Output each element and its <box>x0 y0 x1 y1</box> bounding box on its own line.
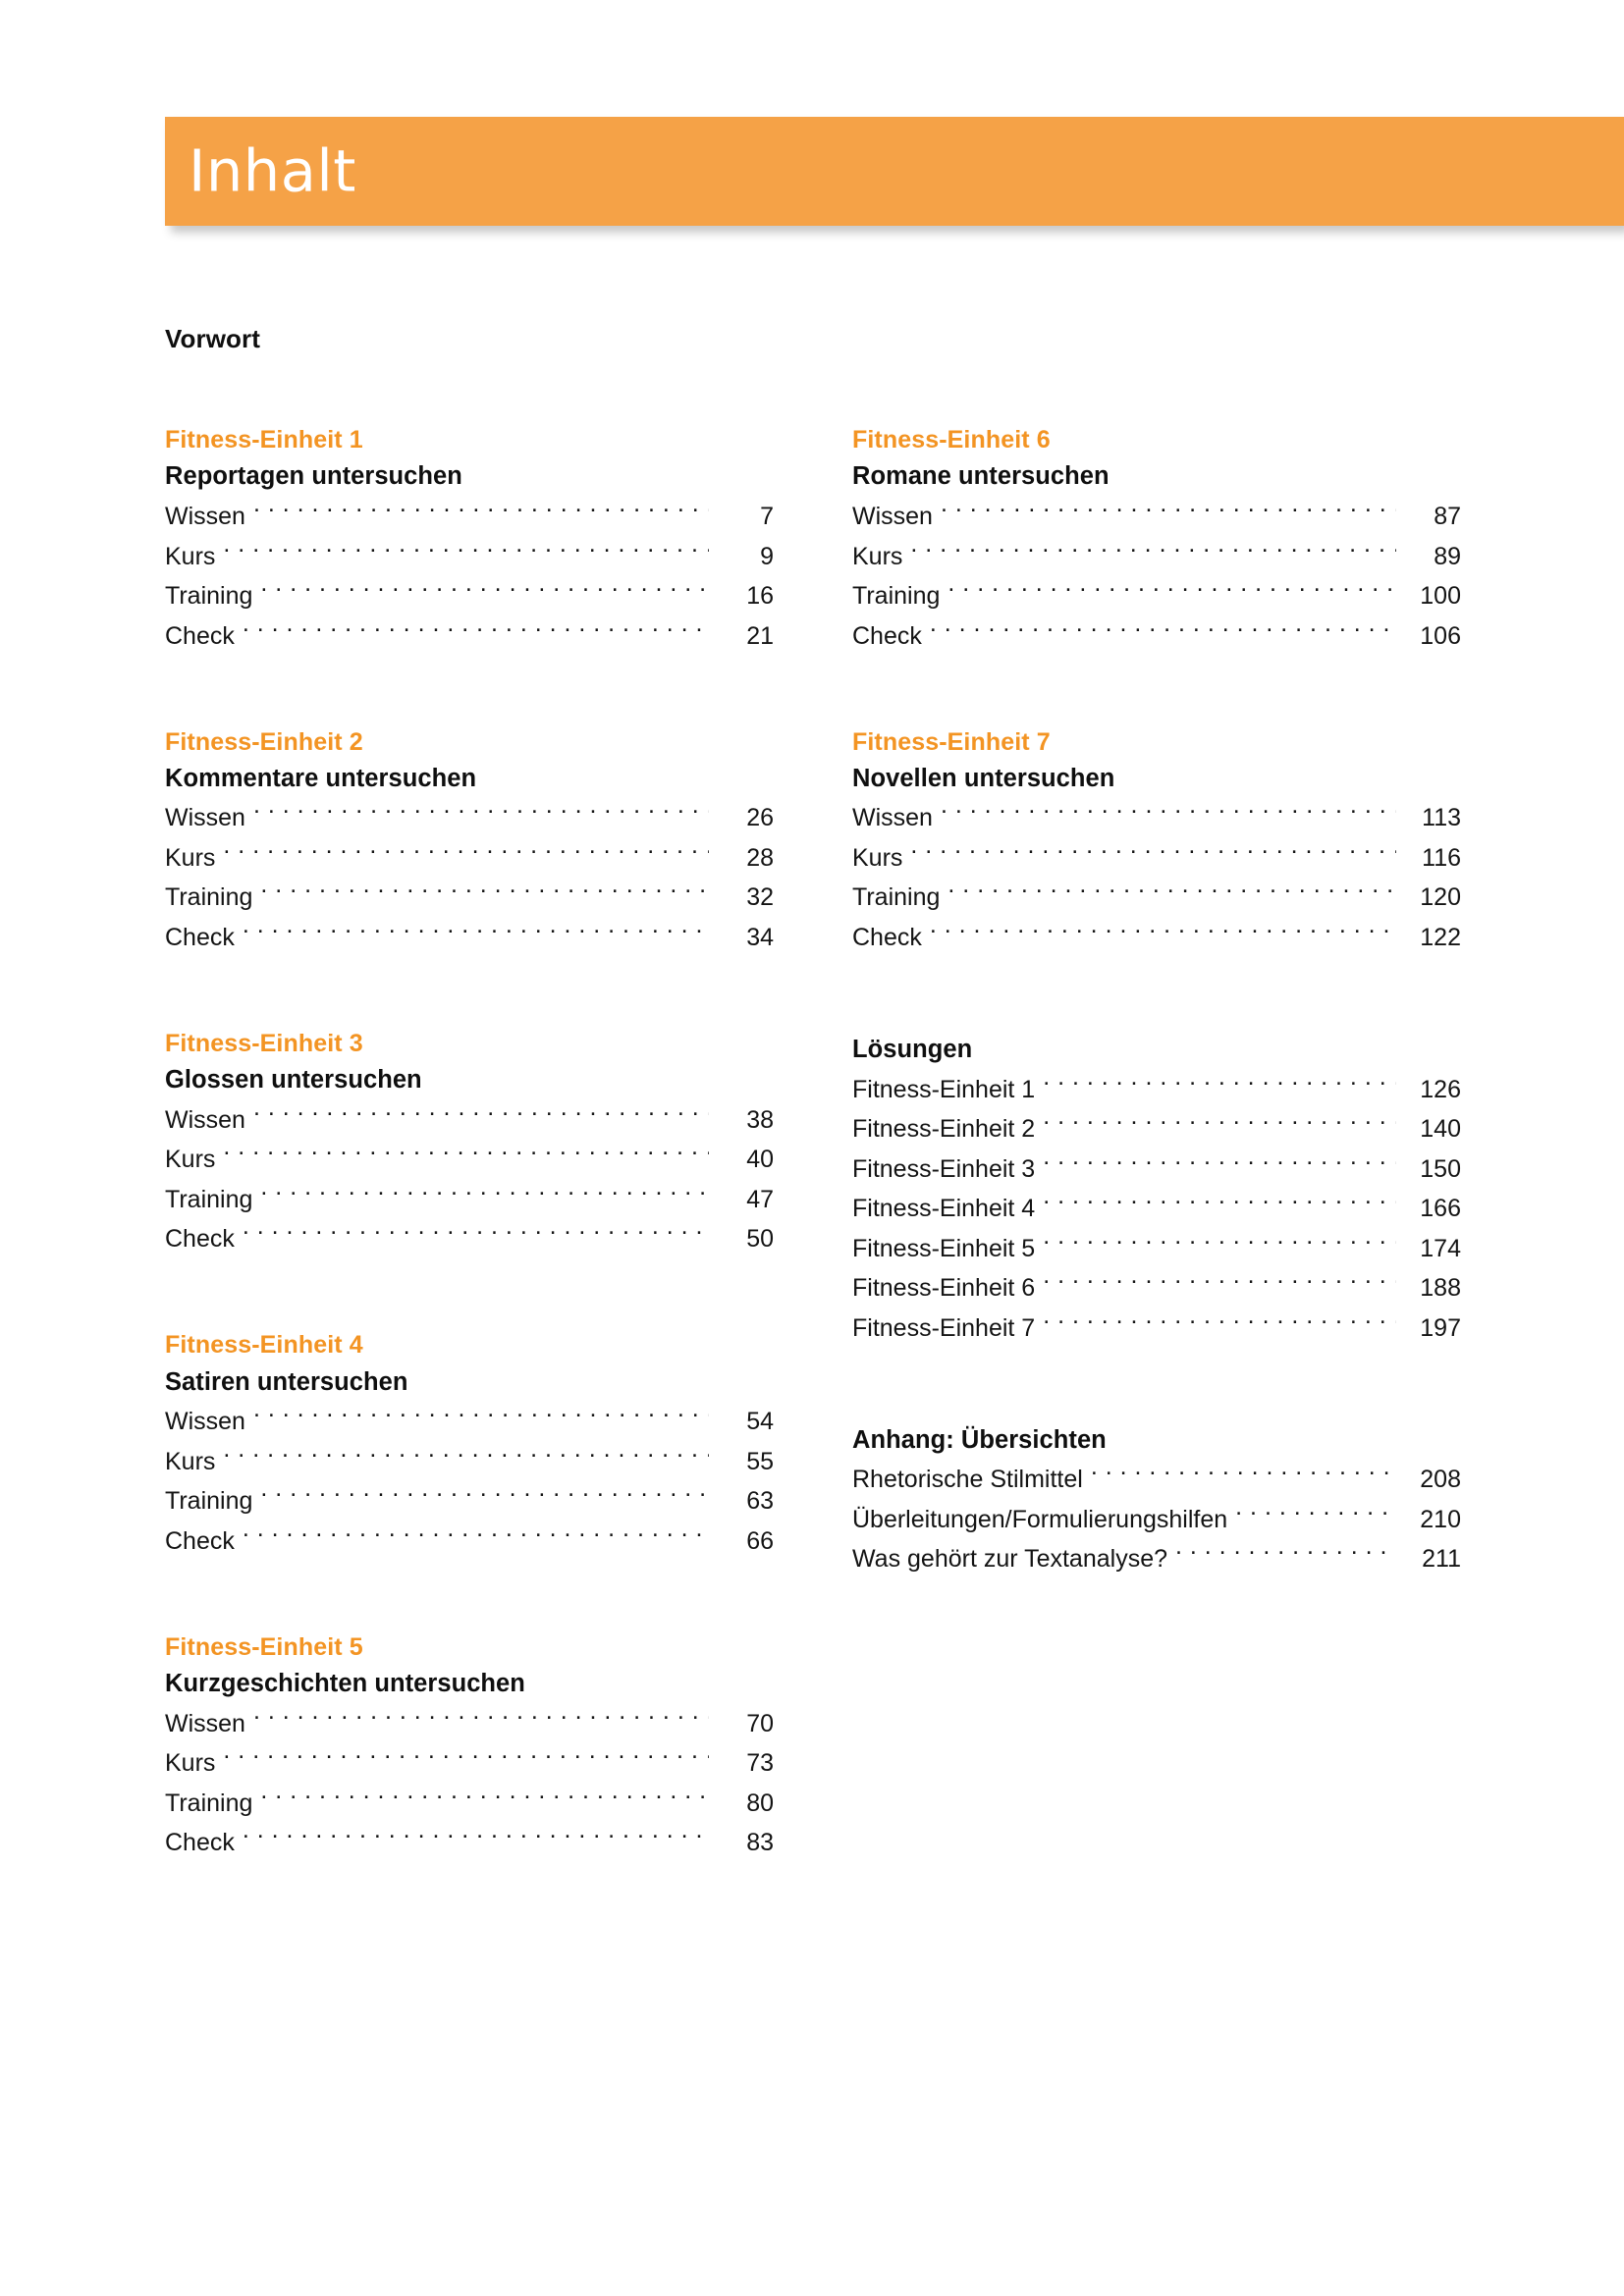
toc-entry-label: Fitness-Einheit 1 <box>852 1075 1036 1103</box>
dot-leader <box>1043 1232 1396 1256</box>
section-unit-label: Fitness-Einheit 4 <box>165 1331 363 1360</box>
spacer <box>852 354 1461 425</box>
section-appendix <box>852 1424 1461 1580</box>
section-title: Romane untersuchen <box>852 462 1110 491</box>
solutions-heading: Lösungen <box>852 1035 973 1063</box>
toc-entry-label: Check <box>165 1829 235 1857</box>
spacer <box>852 958 1461 1029</box>
toc-entry-label: Wissen <box>852 503 933 531</box>
section-title: Reportagen untersuchen <box>165 462 462 491</box>
toc-row[interactable] <box>852 1070 1461 1110</box>
toc-page-number: 28 <box>746 843 774 872</box>
toc-entry-list <box>852 799 1461 958</box>
toc-entry-label: Fitness-Einheit 5 <box>852 1234 1036 1262</box>
dot-leader <box>1043 1152 1396 1177</box>
section-unit-label: Fitness-Einheit 3 <box>165 1029 363 1057</box>
toc-page-number: 80 <box>746 1789 774 1817</box>
toc-row[interactable] <box>852 537 1461 577</box>
toc-entry-label: Training <box>852 883 941 912</box>
section-title: Novellen untersuchen <box>852 764 1115 792</box>
spacer <box>165 1562 774 1632</box>
toc-row[interactable] <box>165 879 774 919</box>
toc-page-number: 87 <box>1434 503 1461 531</box>
toc-page-number: 73 <box>746 1749 774 1778</box>
toc-row[interactable] <box>165 577 774 617</box>
dot-leader <box>253 1103 709 1128</box>
spacer <box>165 1259 774 1330</box>
toc-row[interactable] <box>165 1704 774 1744</box>
toc-page-number: 122 <box>1420 923 1461 951</box>
toc-row[interactable] <box>852 1308 1461 1349</box>
toc-row[interactable] <box>852 879 1461 919</box>
toc-row[interactable] <box>165 1442 774 1482</box>
toc-page-number: 7 <box>760 503 774 531</box>
dot-leader <box>910 841 1396 866</box>
section-unit-1 <box>165 425 774 656</box>
dot-leader <box>223 540 709 564</box>
toc-page-number: 188 <box>1420 1274 1461 1303</box>
toc-page-number: 34 <box>746 923 774 951</box>
toc-page-number: 40 <box>746 1146 774 1174</box>
toc-entry-label: Wissen <box>165 1408 245 1436</box>
dot-leader <box>223 1445 709 1469</box>
toc-entry-list <box>852 498 1461 657</box>
toc-entry-label: Check <box>165 923 235 951</box>
section-unit-label: Fitness-Einheit 6 <box>852 426 1051 454</box>
toc-page-number: 32 <box>746 883 774 912</box>
dot-leader <box>260 881 709 905</box>
dot-leader <box>253 1707 709 1732</box>
dot-leader <box>941 801 1396 826</box>
toc-row[interactable] <box>852 1500 1461 1540</box>
section-unit-5 <box>165 1632 774 1863</box>
toc-page-number: 197 <box>1420 1313 1461 1342</box>
toc-page-number: 116 <box>1422 843 1461 872</box>
toc-entry-label: Kurs <box>165 542 216 570</box>
dot-leader <box>930 619 1396 644</box>
toc-page-number: 166 <box>1420 1195 1461 1223</box>
toc-page-number: 150 <box>1420 1154 1461 1183</box>
section-title: Glossen untersuchen <box>165 1066 422 1095</box>
toc-row[interactable] <box>165 1180 774 1220</box>
toc-entry-label: Was gehört zur Textanalyse? <box>852 1545 1167 1574</box>
toc-page-number: 38 <box>746 1105 774 1134</box>
toc-entry-label: Rhetorische Stilmittel <box>852 1466 1083 1494</box>
toc-page-number: 55 <box>746 1447 774 1475</box>
toc-row[interactable] <box>165 1824 774 1864</box>
toc-page-number: 140 <box>1420 1115 1461 1144</box>
toc-entry-label: Fitness-Einheit 4 <box>852 1195 1036 1223</box>
toc-entry-label: Wissen <box>165 1105 245 1134</box>
toc-page-number: 66 <box>746 1526 774 1555</box>
toc-row[interactable] <box>165 1784 774 1824</box>
toc-row[interactable] <box>852 1540 1461 1580</box>
toc-entry-label: Kurs <box>165 1146 216 1174</box>
section-unit-2 <box>165 727 774 958</box>
section-unit-6 <box>852 425 1461 656</box>
toc-page-number: 9 <box>760 542 774 570</box>
dot-leader <box>260 1787 709 1811</box>
toc-entry-label: Fitness-Einheit 3 <box>852 1154 1036 1183</box>
toc-entry-label: Kurs <box>165 1749 216 1778</box>
toc-entry-label: Training <box>165 582 253 611</box>
dot-leader <box>243 1826 709 1850</box>
toc-entry-label: Check <box>165 621 235 650</box>
toc-row[interactable] <box>165 1744 774 1785</box>
toc-page-number: 83 <box>746 1829 774 1857</box>
dot-leader <box>253 801 709 826</box>
section-unit-7 <box>852 727 1461 958</box>
toc-page-number: 89 <box>1434 542 1461 570</box>
dot-leader <box>253 500 709 524</box>
toc-row[interactable] <box>852 1269 1461 1309</box>
spacer <box>852 1349 1461 1419</box>
dot-leader <box>941 500 1396 524</box>
toc-row[interactable] <box>852 1110 1461 1150</box>
toc-entry-list <box>165 498 774 657</box>
toc-right-column <box>852 324 1461 1579</box>
dot-leader <box>243 1524 709 1549</box>
toc-entry-label: Fitness-Einheit 7 <box>852 1313 1036 1342</box>
toc-row[interactable] <box>852 577 1461 617</box>
section-solutions <box>852 1034 1461 1349</box>
dot-leader <box>260 1183 709 1207</box>
toc-entry-list <box>165 1704 774 1863</box>
toc-row[interactable] <box>852 1229 1461 1269</box>
toc-page-number: 50 <box>746 1225 774 1254</box>
toc-page-number: 210 <box>1420 1505 1461 1533</box>
section-unit-label: Fitness-Einheit 7 <box>852 727 1051 756</box>
toc-page-number: 100 <box>1420 582 1461 611</box>
toc-entry-label: Überleitungen/Formulierungshilfen <box>852 1505 1228 1533</box>
toc-page-number: 211 <box>1422 1545 1461 1574</box>
section-unit-4 <box>165 1330 774 1561</box>
dot-leader <box>1235 1503 1396 1527</box>
toc-entry-label: Kurs <box>852 542 903 570</box>
dot-leader <box>1091 1463 1396 1487</box>
dot-leader <box>223 1746 709 1771</box>
spacer <box>165 354 774 425</box>
dot-leader <box>253 1405 709 1429</box>
toc-page-number: 21 <box>746 621 774 650</box>
toc-page-number: 174 <box>1420 1234 1461 1262</box>
toc-entry-label: Training <box>165 1487 253 1516</box>
preface-heading: Vorwort <box>165 324 260 353</box>
toc-row[interactable] <box>852 838 1461 879</box>
toc-entry-label: Wissen <box>165 1709 245 1737</box>
toc-entry-label: Kurs <box>165 843 216 872</box>
toc-row[interactable] <box>165 1141 774 1181</box>
toc-left-column <box>165 324 774 1863</box>
toc-page-number: 126 <box>1420 1075 1461 1103</box>
section-title: Kurzgeschichten untersuchen <box>165 1670 525 1697</box>
toc-entry-label: Wissen <box>852 804 933 832</box>
toc-content <box>165 324 1461 2091</box>
toc-entry-list <box>165 1403 774 1562</box>
toc-page-number: 47 <box>746 1185 774 1213</box>
dot-leader <box>243 921 709 945</box>
section-title: Kommentare untersuchen <box>165 764 477 792</box>
toc-row[interactable] <box>165 537 774 577</box>
dot-leader <box>260 579 709 604</box>
dot-leader <box>243 1222 709 1247</box>
toc-entry-label: Wissen <box>165 503 245 531</box>
toc-row[interactable] <box>165 1522 774 1562</box>
section-unit-3 <box>165 1029 774 1259</box>
dot-leader <box>930 921 1396 945</box>
toc-entry-label: Fitness-Einheit 2 <box>852 1115 1036 1144</box>
toc-entry-label: Training <box>852 582 941 611</box>
toc-entry-label: Training <box>165 883 253 912</box>
toc-row[interactable] <box>852 1461 1461 1501</box>
toc-row[interactable] <box>852 616 1461 657</box>
toc-entry-list <box>852 1070 1461 1349</box>
dot-leader <box>1043 1192 1396 1216</box>
toc-entry-label: Check <box>165 1526 235 1555</box>
toc-entry-label: Check <box>165 1225 235 1254</box>
section-unit-label: Fitness-Einheit 5 <box>165 1632 363 1661</box>
toc-row[interactable] <box>165 1482 774 1522</box>
toc-page-number: 70 <box>746 1709 774 1737</box>
toc-row[interactable] <box>852 498 1461 538</box>
toc-page-number: 113 <box>1422 804 1461 832</box>
toc-page-number: 208 <box>1420 1466 1461 1494</box>
toc-entry-label: Check <box>852 923 922 951</box>
toc-entry-list <box>165 1100 774 1259</box>
spacer <box>165 657 774 727</box>
toc-page-number: 26 <box>746 804 774 832</box>
right-column-top-spacer <box>852 324 1461 354</box>
toc-row[interactable] <box>165 1220 774 1260</box>
dot-leader <box>1043 1271 1396 1296</box>
dot-leader <box>1043 1112 1396 1137</box>
appendix-heading: Anhang: Übersichten <box>852 1425 1107 1454</box>
toc-entry-label: Check <box>852 621 922 650</box>
toc-row[interactable] <box>165 1403 774 1443</box>
toc-row[interactable] <box>165 838 774 879</box>
spacer <box>165 958 774 1029</box>
header-banner <box>165 117 1624 226</box>
dot-leader <box>223 841 709 866</box>
toc-page-number: 63 <box>746 1487 774 1516</box>
section-title: Satiren untersuchen <box>165 1367 408 1396</box>
toc-page-number: 106 <box>1420 621 1461 650</box>
toc-entry-label: Training <box>165 1789 253 1817</box>
toc-row[interactable] <box>852 918 1461 958</box>
toc-row[interactable] <box>165 1100 774 1141</box>
dot-leader <box>1043 1311 1396 1336</box>
toc-row[interactable] <box>165 616 774 657</box>
toc-page-number: 16 <box>746 582 774 611</box>
dot-leader <box>243 619 709 644</box>
dot-leader <box>910 540 1396 564</box>
toc-entry-label: Wissen <box>165 804 245 832</box>
section-unit-label: Fitness-Einheit 2 <box>165 727 363 756</box>
toc-page-number: 120 <box>1420 883 1461 912</box>
toc-entry-list <box>852 1461 1461 1580</box>
section-unit-label: Fitness-Einheit 1 <box>165 426 363 454</box>
spacer <box>852 657 1461 727</box>
dot-leader <box>1175 1542 1396 1567</box>
toc-entry-list <box>165 799 774 958</box>
toc-row[interactable] <box>852 799 1461 839</box>
toc-row[interactable] <box>852 1149 1461 1190</box>
dot-leader <box>260 1484 709 1509</box>
toc-row[interactable] <box>165 498 774 538</box>
dot-leader <box>947 579 1396 604</box>
toc-row[interactable] <box>165 799 774 839</box>
toc-row[interactable] <box>165 918 774 958</box>
toc-entry-label: Training <box>165 1185 253 1213</box>
dot-leader <box>947 881 1396 905</box>
toc-page-number: 54 <box>746 1408 774 1436</box>
toc-row[interactable] <box>852 1190 1461 1230</box>
toc-entry-label: Kurs <box>165 1447 216 1475</box>
dot-leader <box>223 1143 709 1167</box>
toc-entry-label: Fitness-Einheit 6 <box>852 1274 1036 1303</box>
page-title: Inhalt <box>189 135 356 204</box>
toc-entry-label: Kurs <box>852 843 903 872</box>
dot-leader <box>1043 1073 1396 1097</box>
